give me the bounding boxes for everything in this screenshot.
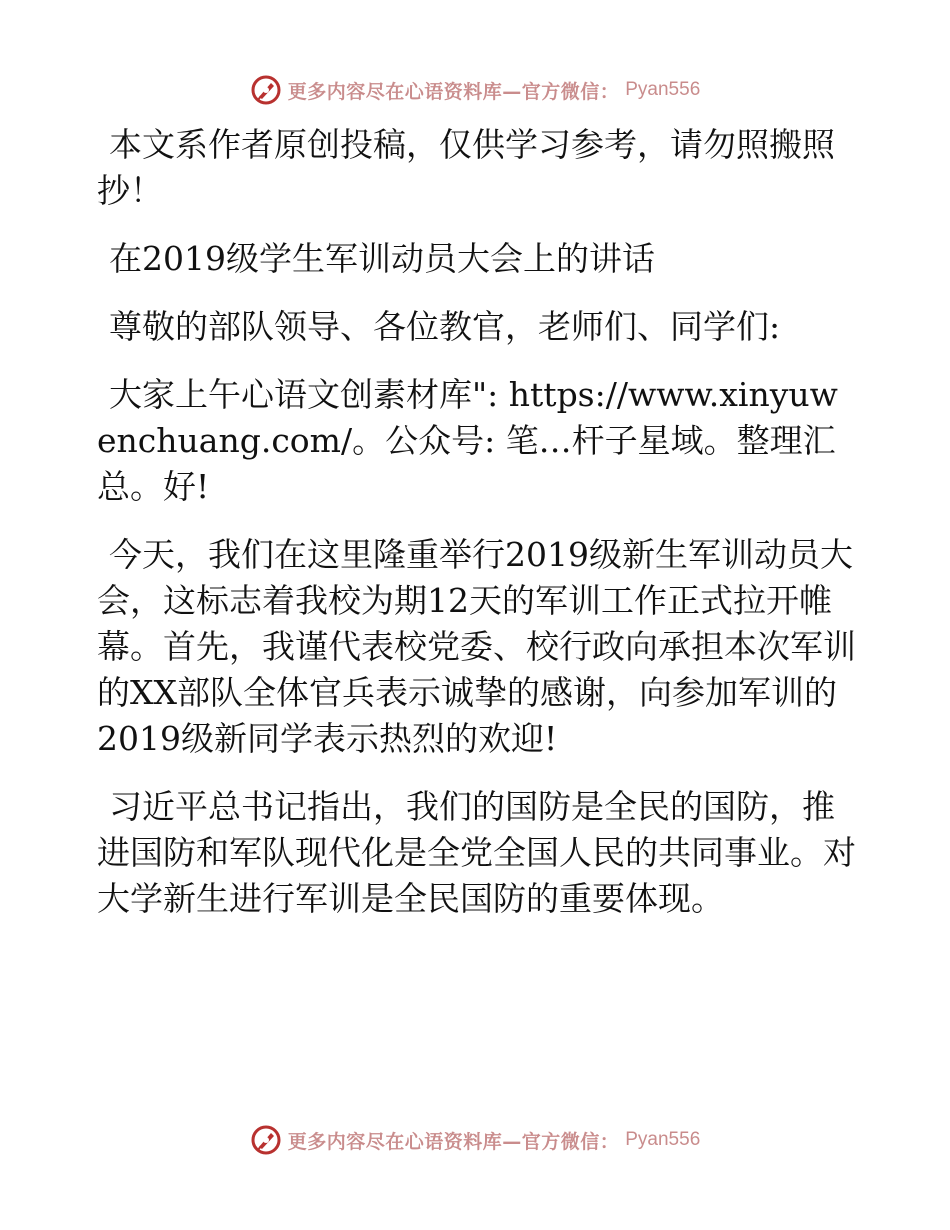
header-banner-inner	[250, 74, 701, 106]
greeting-paragraph: 大家上午心语文创素材库": https://www.xinyuwenchuang.com/。公众号: 笔…杆子星域。整理汇总。好!	[97, 375, 838, 506]
salutation-paragraph: 尊敬的部队领导、各位教官，老师们、同学们:	[109, 307, 781, 346]
quill-pen-logo-icon	[250, 74, 282, 106]
footer-watermark-banner	[0, 1120, 950, 1160]
document-body	[97, 122, 857, 922]
footer-banner-text: 更多内容尽在心语资料库—官方微信：	[287, 1130, 620, 1153]
disclaimer-paragraph: 本文系作者原创投稿，仅供学习参考，请勿照搬照抄！	[97, 125, 835, 210]
header-banner-handle: Pyan556	[625, 79, 701, 100]
speech-title: 在2019级学生军训动员大会上的讲话	[109, 239, 655, 278]
national-defense-paragraph: 习近平总书记指出，我们的国防是全民的国防，推进国防和军队现代化是全党全国人民的共同事业。对大学新生进行军训是全民国防的重要体现。	[97, 787, 856, 918]
header-watermark-banner	[0, 70, 950, 110]
opening-paragraph: 今天，我们在这里隆重举行2019级新生军训动员大会，这标志着我校为期12天的军训工作正式拉开帷幕。首先，我谨代表校党委、校行政向承担本次军训的XX部队全体官兵表示诚挚的感谢，向参加军训的2019级新同学表示热烈的欢迎!	[97, 535, 856, 758]
footer-banner-handle: Pyan556	[625, 1129, 701, 1150]
header-banner-text: 更多内容尽在心语资料库—官方微信：	[287, 80, 620, 103]
footer-banner-inner	[250, 1124, 701, 1156]
quill-pen-logo-icon	[250, 1124, 282, 1156]
